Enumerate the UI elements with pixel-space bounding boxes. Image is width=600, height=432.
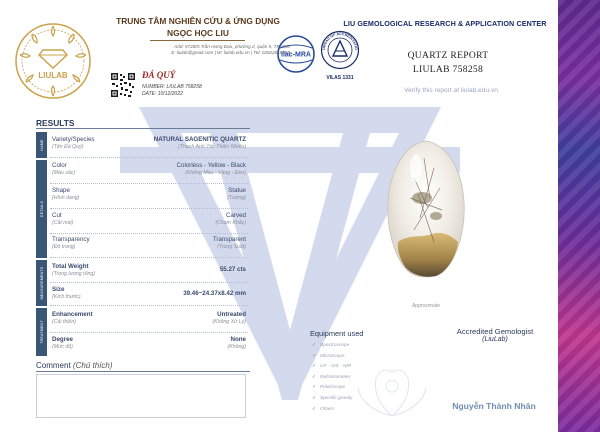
result-row-variety bbox=[50, 134, 248, 158]
gemologist-org: (LiuLab) bbox=[482, 336, 508, 343]
report-title: QUARTZ REPORT bbox=[407, 50, 489, 61]
row-value: Untreated bbox=[217, 311, 246, 318]
row-label-vn: (Cắt mài) bbox=[52, 220, 74, 226]
seal-text: LIULAB bbox=[38, 71, 68, 80]
check-icon: ✓ bbox=[312, 395, 317, 401]
row-label: Degree bbox=[52, 336, 73, 343]
equipment-heading: Equipment used bbox=[310, 329, 364, 338]
row-value-vn: (Tượng) bbox=[227, 195, 246, 201]
row-label-vn: (Tên Đá Quý) bbox=[52, 144, 84, 150]
result-row-shape bbox=[50, 185, 248, 209]
row-value: NATURAL SAGENITIC QUARTZ bbox=[153, 136, 246, 143]
equipment-item: ✓ UV - VIS - NIR bbox=[312, 364, 352, 370]
decorative-flourish-icon bbox=[352, 358, 432, 418]
row-value-vn: (Không Màu - Vàng - Đen) bbox=[185, 170, 246, 176]
org-name-en: LIU GEMOLOGICAL RESEARCH & APPLICATION CENTER bbox=[343, 19, 547, 28]
row-value-vn: (Không Xử Lý) bbox=[212, 319, 246, 325]
row-label-vn: (Độ trong) bbox=[52, 244, 76, 250]
check-icon: ✓ bbox=[312, 385, 317, 391]
equipment-item: ✓ Refractometer bbox=[312, 374, 351, 380]
row-label: Shape bbox=[52, 187, 70, 194]
org-name-vn-line1: TRUNG TÂM NGHIÊN CỨU & ỨNG DỤNG bbox=[116, 16, 280, 26]
row-label-vn: (Cải thiện) bbox=[52, 319, 76, 325]
org-name-vn-line2: NGỌC HỌC LIU bbox=[167, 28, 229, 38]
equipment-item: ✓ Others bbox=[312, 406, 335, 412]
results-heading: RESULTS bbox=[36, 118, 75, 128]
check-icon: ✓ bbox=[312, 374, 317, 380]
qr-code-icon[interactable] bbox=[110, 72, 136, 98]
row-value-vn: (Không) bbox=[227, 344, 246, 350]
svg-text:BUREAU OF ACCREDITATION bbox=[320, 30, 358, 50]
ilac-mark-text: ilac-MRA bbox=[281, 51, 311, 59]
decorative-side-stripe bbox=[558, 0, 600, 432]
row-value: 39.46~24.37x8.42 mm bbox=[183, 290, 246, 297]
report-number: LIULAB 758258 bbox=[412, 64, 484, 75]
row-label-vn: (Mức độ) bbox=[52, 344, 73, 350]
vilas-label: VILAS 1331 bbox=[326, 75, 354, 81]
row-value-vn: (Thạch Anh Tóc Thiên Nhiên) bbox=[178, 144, 246, 150]
contact-line: E: liulab@gmail.com | W: liulab.edu.vn | Tel: 02822618859 bbox=[171, 50, 290, 55]
photo-caption: Approximate bbox=[411, 303, 441, 309]
row-label-vn: (Trọng lượng tổng) bbox=[52, 271, 95, 277]
row-value: 55.27 cts bbox=[219, 266, 246, 273]
comment-divider bbox=[36, 371, 250, 372]
equipment-item: ✓ Microscope bbox=[312, 353, 345, 359]
row-value: Transparent bbox=[212, 236, 246, 243]
row-value: Colorless - Yellow - Black bbox=[176, 162, 246, 169]
row-label: Color bbox=[52, 162, 67, 169]
result-row-transparency bbox=[50, 234, 248, 258]
result-row-weight bbox=[50, 261, 248, 283]
verify-link[interactable]: Verify this report at liulab.edu.vn bbox=[404, 87, 498, 94]
row-value: Carved bbox=[226, 212, 246, 219]
vilas-accreditation-seal bbox=[320, 30, 360, 70]
report-date-line: DATE: 10/12/2022 bbox=[142, 91, 183, 97]
row-label-vn: (Kích thước) bbox=[52, 294, 81, 300]
result-row-color bbox=[50, 160, 248, 184]
equipment-item: ✓ Spectroscope bbox=[312, 343, 350, 348]
equipment-list bbox=[312, 343, 352, 417]
row-label: Cut bbox=[52, 212, 62, 219]
result-row-size bbox=[50, 284, 248, 306]
vilas-seal-text: UREAU OF ACCREDITATIO bbox=[321, 31, 359, 50]
row-label: Size bbox=[52, 286, 65, 293]
address-line: Add: 572B/5 Trần Hưng Đạo, phường 2, quận 5, TPHCM bbox=[174, 44, 290, 49]
result-row-degree bbox=[50, 334, 248, 356]
section-tab-details: DETAILS bbox=[36, 160, 47, 258]
org-divider bbox=[150, 40, 245, 41]
check-icon: ✓ bbox=[312, 364, 317, 370]
equipment-item: ✓ Specific gravity bbox=[312, 395, 353, 401]
row-label: Variety/Species bbox=[52, 136, 95, 143]
ilac-mra-logo bbox=[276, 34, 316, 74]
row-label: Total Weight bbox=[52, 263, 89, 270]
section-tab-measurements: MEASUREMENTS bbox=[36, 260, 47, 306]
comment-heading: Comment (Chú thích) bbox=[36, 361, 113, 370]
section-tab-name: NAME bbox=[36, 132, 47, 158]
comment-box bbox=[36, 374, 246, 418]
gemologist-title: Accredited Gemologist bbox=[456, 327, 534, 336]
row-label: Transparency bbox=[52, 236, 90, 243]
results-divider bbox=[36, 128, 250, 129]
row-value-vn: (Chạm Khắc) bbox=[215, 220, 246, 226]
contact-address bbox=[110, 44, 290, 56]
result-row-cut bbox=[50, 210, 248, 234]
check-icon: ✓ bbox=[312, 353, 317, 359]
report-number-line: NUMBER: LIULAB 758258 bbox=[142, 84, 202, 90]
check-icon: ✓ bbox=[312, 343, 317, 348]
result-row-enhancement bbox=[50, 309, 248, 333]
check-icon: ✓ bbox=[312, 406, 317, 412]
document-type: ĐÁ QUÝ bbox=[142, 70, 176, 80]
row-value: None bbox=[230, 336, 246, 343]
row-label-vn: (Màu sắc) bbox=[52, 170, 76, 176]
gemologist-name: Nguyễn Thành Nhân bbox=[452, 401, 536, 411]
section-tab-treatment: TREATMENT bbox=[36, 308, 47, 356]
gemstone-photo bbox=[384, 138, 468, 280]
equipment-item: ✓ Polariscope bbox=[312, 385, 346, 391]
row-label: Enhancement bbox=[52, 311, 93, 318]
row-value: Statue bbox=[228, 187, 246, 194]
row-value-vn: (Trong Suốt) bbox=[217, 244, 246, 250]
row-label-vn: (Hình dạng) bbox=[52, 195, 80, 201]
liulab-seal-logo bbox=[14, 22, 92, 100]
